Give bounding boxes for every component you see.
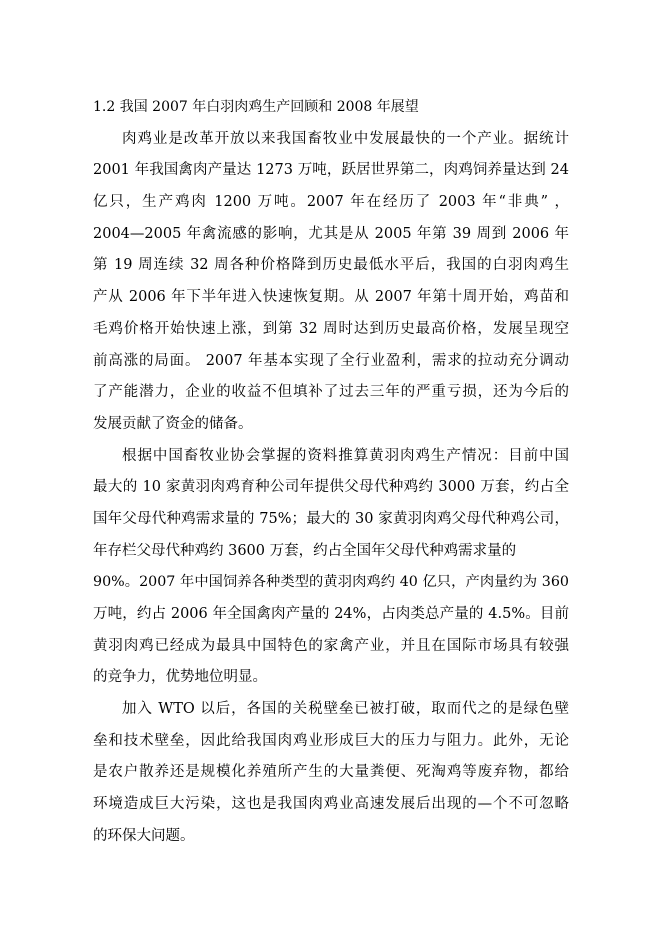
paragraph-line: 毛鸡价格开始快速上涨，到第 32 周时达到历史最高价格，发展呈现空 [93, 320, 569, 337]
paragraph-line: 万吨，约占 2006 年全国禽肉产量的 24%，占肉类总产量的 4.5%。目前 [93, 606, 569, 622]
paragraph-line: 90%。2007 年中国饲养各种类型的黄羽肉鸡约 40 亿只，产肉量约为 360 [93, 574, 569, 591]
document-body [93, 92, 569, 853]
paragraph-line: 是农户散养还是规模化养殖所产生的大量粪便、死淘鸡等废弃物，都给 [93, 764, 569, 781]
paragraph-line: 垒和技术壁垒，因此给我国肉鸡业形成巨大的压力与阻力。此外，无论 [93, 732, 569, 749]
paragraph-line: 年存栏父母代种鸡约 3600 万套，约占全国年父母代种鸡需求量的 [93, 542, 517, 559]
paragraph-2 [93, 441, 569, 695]
paragraph-line: 的竞争力，优势地位明显。 [93, 669, 267, 686]
paragraph-line: 加入 WTO 以后，各国的关税壁垒已被打破，取而代之的是绿色壁 [122, 701, 569, 718]
paragraph-line: 产从 2006 年下半年进入快速恢复期。从 2007 年第十周开始，鸡苗和 [93, 289, 569, 306]
paragraph-line: 根据中国畜牧业协会掌握的资料推算黄羽肉鸡生产情况：目前中国 [122, 447, 569, 464]
paragraph-line: 2004—2005 年禽流感的影响，尤其是从 2005 年第 39 周到 2006 年 [93, 225, 569, 242]
paragraph-line: 肉鸡业是改革开放以来我国畜牧业中发展最快的一个产业。据统计 [122, 130, 569, 147]
paragraph-line: 国年父母代种鸡需求量的 75%；最大的 30 家黄羽肉鸡父母代种鸡公司， [93, 510, 569, 527]
paragraph-line: 第 19 周连续 32 周各种价格降到历史最低水平后，我国的白羽肉鸡生 [93, 257, 569, 274]
paragraph-line: 黄羽肉鸡已经成为最具中国特色的家禽产业，并且在国际市场具有较强 [93, 637, 569, 654]
paragraph-1 [93, 124, 569, 441]
paragraph-line: 了产能潜力，企业的收益不但填补了过去三年的严重亏损，还为今后的 [93, 384, 569, 401]
paragraph-line: 最大的 10 家黄羽肉鸡育种公司年提供父母代种鸡约 3000 万套，约占全 [93, 479, 569, 496]
section-heading: 1.2 我国 2007 年白羽肉鸡生产回顾和 2008 年展望 [93, 99, 419, 115]
paragraph-line: 环境造成巨大污染，这也是我国肉鸡业高速发展后出现的—个不可忽略 [93, 796, 569, 813]
paragraph-line: 发展贡献了资金的储备。 [93, 415, 253, 432]
paragraph-line: 亿只，生产鸡肉 1200 万吨。2007 年在经历了 2003 年“非典” ， [93, 194, 569, 211]
paragraph-line: 前高涨的局面。 2007 年基本实现了全行业盈利，需求的拉动充分调动 [93, 352, 569, 369]
paragraph-3 [93, 694, 569, 852]
paragraph-line: 2001 年我国禽肉产量达 1273 万吨，跃居世界第二，肉鸡饲养量达到 24 [93, 162, 569, 179]
paragraph-line: 的环保大问题。 [93, 827, 195, 844]
